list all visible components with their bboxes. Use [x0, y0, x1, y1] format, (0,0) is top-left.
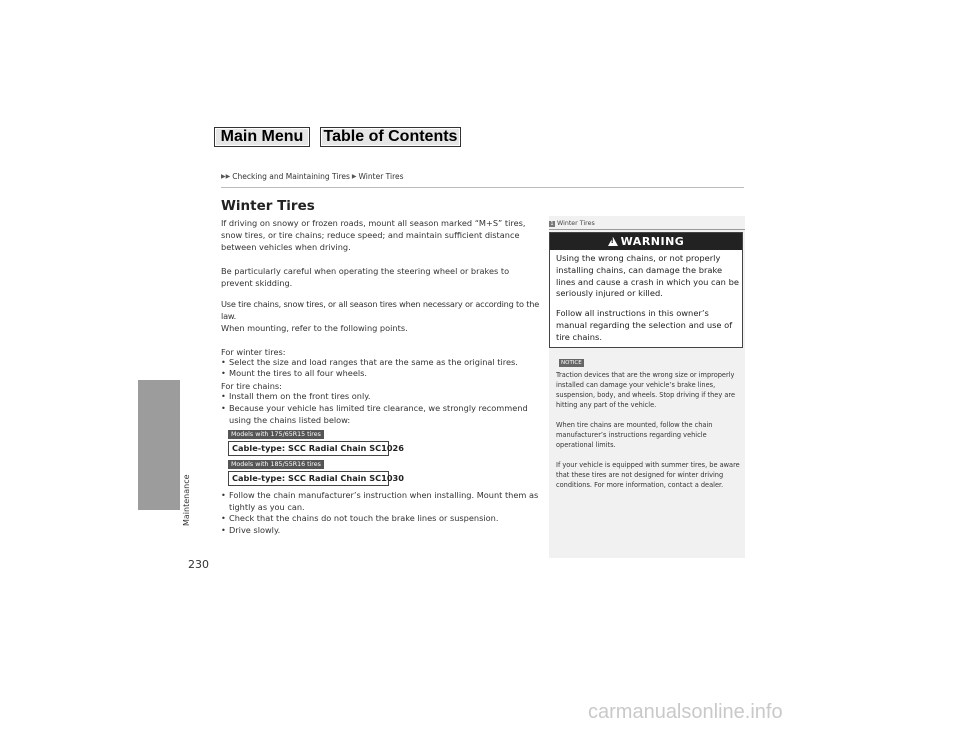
section-tab-label: Maintenance: [182, 474, 191, 526]
notice-text: When tire chains are mounted, follow the chain manufacturer’s instructions regarding vehicle operational limits.: [556, 421, 713, 449]
list-item: • Select the size and load ranges that are the same as the original tires.: [221, 357, 518, 367]
section-tab: [138, 380, 180, 510]
chain-spec-box: Cable-type: SCC Radial Chain SC1030: [228, 471, 389, 486]
notice-badge: NOTICE: [561, 360, 582, 366]
page-number: 230: [188, 558, 209, 571]
warning-header: [550, 233, 742, 250]
main-menu-button[interactable]: Main Menu: [214, 127, 310, 147]
tire-chains-heading: For tire chains:: [221, 381, 282, 391]
notice-text: Traction devices that are the wrong size or improperly installed can damage your vehicle’s brake lines, suspension, body, and wheels. Stop driving if they are hitting any part of the vehicle.: [556, 371, 736, 409]
warning-triangle-icon: [608, 237, 618, 246]
intro-paragraph: If driving on snowy or frozen roads, mount all season marked “M+S” tires, snow tires, or tire chains; reduce speed; and maintain sufficient distance between vehicles when driving.: [221, 218, 526, 252]
list-item: • Because your vehicle has limited tire clearance, we strongly recommend using the chains listed below:: [221, 403, 528, 425]
model-tag: Models with 175/65R15 tires: [228, 430, 324, 439]
breadcrumb-level2[interactable]: Winter Tires: [358, 172, 404, 181]
breadcrumb-arrow-icon: ▶▶: [221, 173, 231, 180]
page-title: Winter Tires: [221, 198, 315, 214]
list-item: • Check that the chains do not touch the brake lines or suspension.: [221, 513, 499, 523]
caution-paragraph: Be particularly careful when operating the steering wheel or brakes to prevent skidding.: [221, 266, 510, 288]
breadcrumb-level1[interactable]: Checking and Maintaining Tires: [232, 172, 350, 181]
chain-spec-box: Cable-type: SCC Radial Chain SC1026: [228, 441, 389, 456]
table-of-contents-button[interactable]: Table of Contents: [320, 127, 461, 147]
panel-title: Winter Tires: [557, 220, 595, 227]
warning-label: WARNING: [620, 235, 685, 248]
list-item: • Mount the tires to all four wheels.: [221, 368, 368, 378]
model-tag: Models with 185/55R16 tires: [228, 460, 324, 469]
warning-text: Using the wrong chains, or not properly installing chains, can damage the brake lines and cause a crash in which you can be seriously injured or killed.: [556, 253, 739, 299]
warning-text: Follow all instructions in this owner’s manual regarding the selection and use of tire chains.: [556, 308, 733, 342]
law-paragraph: Use tire chains, snow tires, or all season tires when necessary or according to the law.: [221, 299, 540, 321]
list-item: • Drive slowly.: [221, 525, 281, 535]
notice-text: If your vehicle is equipped with summer tires, be aware that these tires are not designed for winter driving conditions. For more information, contact a dealer.: [556, 461, 740, 489]
mounting-paragraph: When mounting, refer to the following points.: [221, 323, 408, 333]
reference-number-badge: 1: [550, 220, 554, 227]
list-item: • Install them on the front tires only.: [221, 391, 371, 401]
header-divider: [221, 187, 744, 188]
breadcrumb-arrow-icon: ▶: [351, 173, 357, 180]
breadcrumb: [221, 172, 404, 181]
panel-divider: [549, 229, 745, 230]
winter-tires-heading: For winter tires:: [221, 347, 286, 357]
list-item: • Follow the chain manufacturer’s instruction when installing. Mount them as tightly as you can.: [221, 490, 539, 512]
watermark: carmanualsonline.info: [588, 701, 783, 723]
panel-heading: [549, 220, 595, 227]
